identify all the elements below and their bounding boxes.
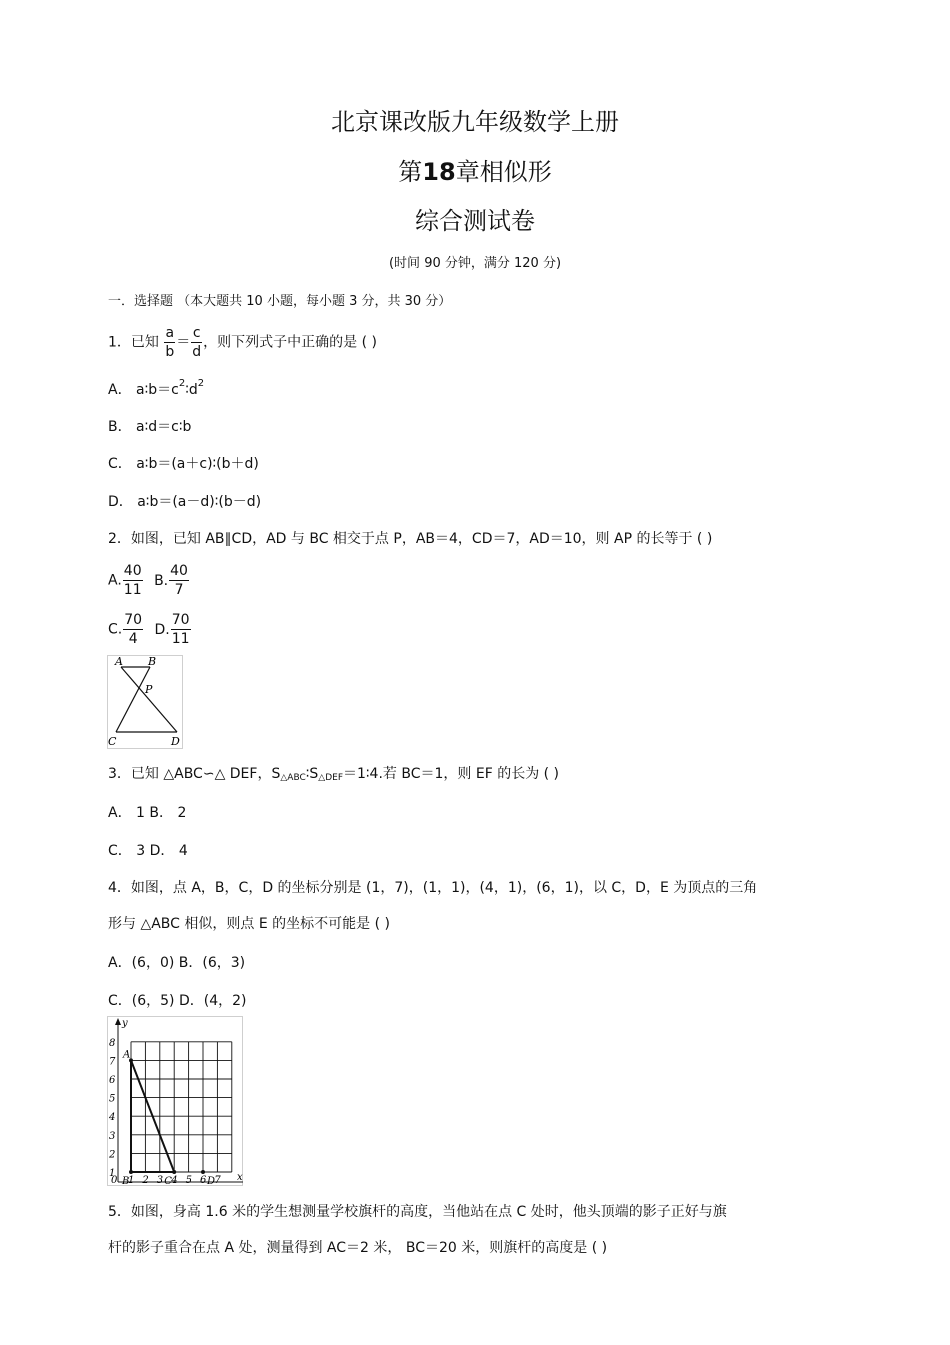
- q2-frac-b: $\frac{40}{7}$: [170, 563, 188, 598]
- time-info: (时间 90 分钟，满分 120 分): [388, 256, 562, 271]
- y-tick-label: 4: [109, 1112, 116, 1124]
- label-a: A: [115, 655, 123, 668]
- x-axis-label: x: [237, 1172, 243, 1183]
- y-tick-label: 2: [109, 1149, 116, 1161]
- y-tick-label: 5: [109, 1093, 116, 1105]
- x-tick-label: 2: [142, 1175, 149, 1186]
- y-tick-label: 6: [109, 1075, 116, 1086]
- q2-frac-a: $\frac{40}{11}$: [123, 563, 142, 598]
- q2-figure: [107, 655, 183, 749]
- q4-stem-line1: 4．如图，点 A，B，C，D 的坐标分别是 (1，7)，(1，1)，(4，1)，(6，1)，以 C，D，E 为顶点的三角: [108, 880, 758, 896]
- segment-bc: [116, 667, 150, 732]
- label-a: A: [123, 1049, 131, 1061]
- y-tick-labels: [108, 1038, 116, 1179]
- x-tick-label: 0: [111, 1175, 118, 1186]
- label-d: D: [207, 1176, 216, 1186]
- q4-coordinate-grid: [107, 1016, 243, 1186]
- q5-stem-line2: 杆的影子重合在点 A 处，测量得到 AC＝2 米， BC＝20 米，则旗杆的高度是 ( ): [108, 1240, 608, 1256]
- q2-stem: 2．如图，已知 AB∥CD，AD 与 BC 相交于点 P，AB＝4，CD＝7，AD＝10，则 AP 的长等于 ( ): [108, 531, 713, 547]
- q4-options-ab: A．(6，0) B．(6，3): [108, 955, 246, 971]
- q4-options-cd: C．(6，5) D．(4，2): [108, 993, 247, 1009]
- test-title: 综合测试卷: [415, 207, 535, 235]
- q1-frac-cd: $\frac{c}{d}$: [192, 325, 202, 360]
- x-tick-label: 1: [128, 1175, 135, 1186]
- label-p: P: [145, 683, 153, 696]
- x-tick-label: 4: [171, 1175, 178, 1186]
- q3-options-cd: C． 3 D． 4: [108, 843, 188, 859]
- q3-options-ab: A． 1 B． 2: [108, 805, 187, 821]
- q1-option-c: C． a∶b＝(a＋c)∶(b＋d): [108, 456, 259, 472]
- q2-options-ab: A. $\frac{40}{11}$ B. $\frac{40}{7}$: [108, 563, 188, 598]
- label-c: C: [108, 735, 117, 748]
- y-tick-label: 7: [109, 1056, 116, 1068]
- q1-frac-ab: $\frac{a}{b}$: [165, 325, 175, 360]
- q4-stem-line2: 形与 △ABC 相似，则点 E 的坐标不可能是 ( ): [108, 916, 390, 932]
- label-c: C: [164, 1176, 172, 1186]
- point-c: [172, 1170, 176, 1174]
- q3-stem: 3．已知 △ABC∽△ DEF，$S_{\triangle ABC}∶S_{\triangle DEF}=1∶4$.若 BC＝1，则 EF 的长为 ( ): [108, 766, 560, 783]
- q2-options-cd: C. $\frac{70}{4}$ D. $\frac{70}{11}$: [108, 612, 190, 647]
- label-d: D: [171, 735, 180, 748]
- y-tick-label: 3: [109, 1130, 116, 1142]
- y-tick-label: 8: [109, 1037, 116, 1049]
- label-b: B: [148, 655, 157, 668]
- label-b: B: [122, 1176, 130, 1186]
- x-tick-label: 5: [185, 1175, 192, 1186]
- point-b: [129, 1170, 133, 1174]
- doc-title: 北京课改版九年级数学上册: [331, 108, 619, 136]
- y-axis-arrow-icon: [115, 1018, 121, 1025]
- chapter-title: 第18章相似形: [398, 158, 552, 186]
- q5-stem-line1: 5．如图，身高 1.6 米的学生想测量学校旗杆的高度，当他站在点 C 处时，他头顶端的影子正好与旗: [108, 1204, 727, 1220]
- segment-ad: [121, 667, 177, 732]
- q1-option-a: A． $a∶b=c^2∶d^2$: [108, 378, 205, 398]
- q2-frac-c: $\frac{70}{4}$: [124, 612, 143, 647]
- q1-option-d: D． a∶b＝(a－d)∶(b－d): [108, 494, 262, 510]
- q1-option-b: B． a∶d＝c∶b: [108, 419, 192, 435]
- x-tick-label: 7: [214, 1175, 221, 1186]
- x-tick-label: 6: [200, 1175, 207, 1186]
- point-d: [201, 1170, 205, 1174]
- q1-stem: 1．已知 $\frac{a}{b}$ ＝ $\frac{c}{d}$ ，则下列式子中正确的是 ( ): [108, 325, 377, 360]
- y-axis-label: y: [122, 1018, 128, 1029]
- grid-lines: [131, 1042, 232, 1172]
- q2-frac-d: $\frac{70}{11}$: [171, 612, 190, 647]
- section-heading: 一．选择题 （本大题共 10 小题，每小题 3 分，共 30 分）: [108, 294, 452, 309]
- x-tick-label: 3: [156, 1175, 164, 1186]
- y-tick-label: 1: [109, 1168, 116, 1179]
